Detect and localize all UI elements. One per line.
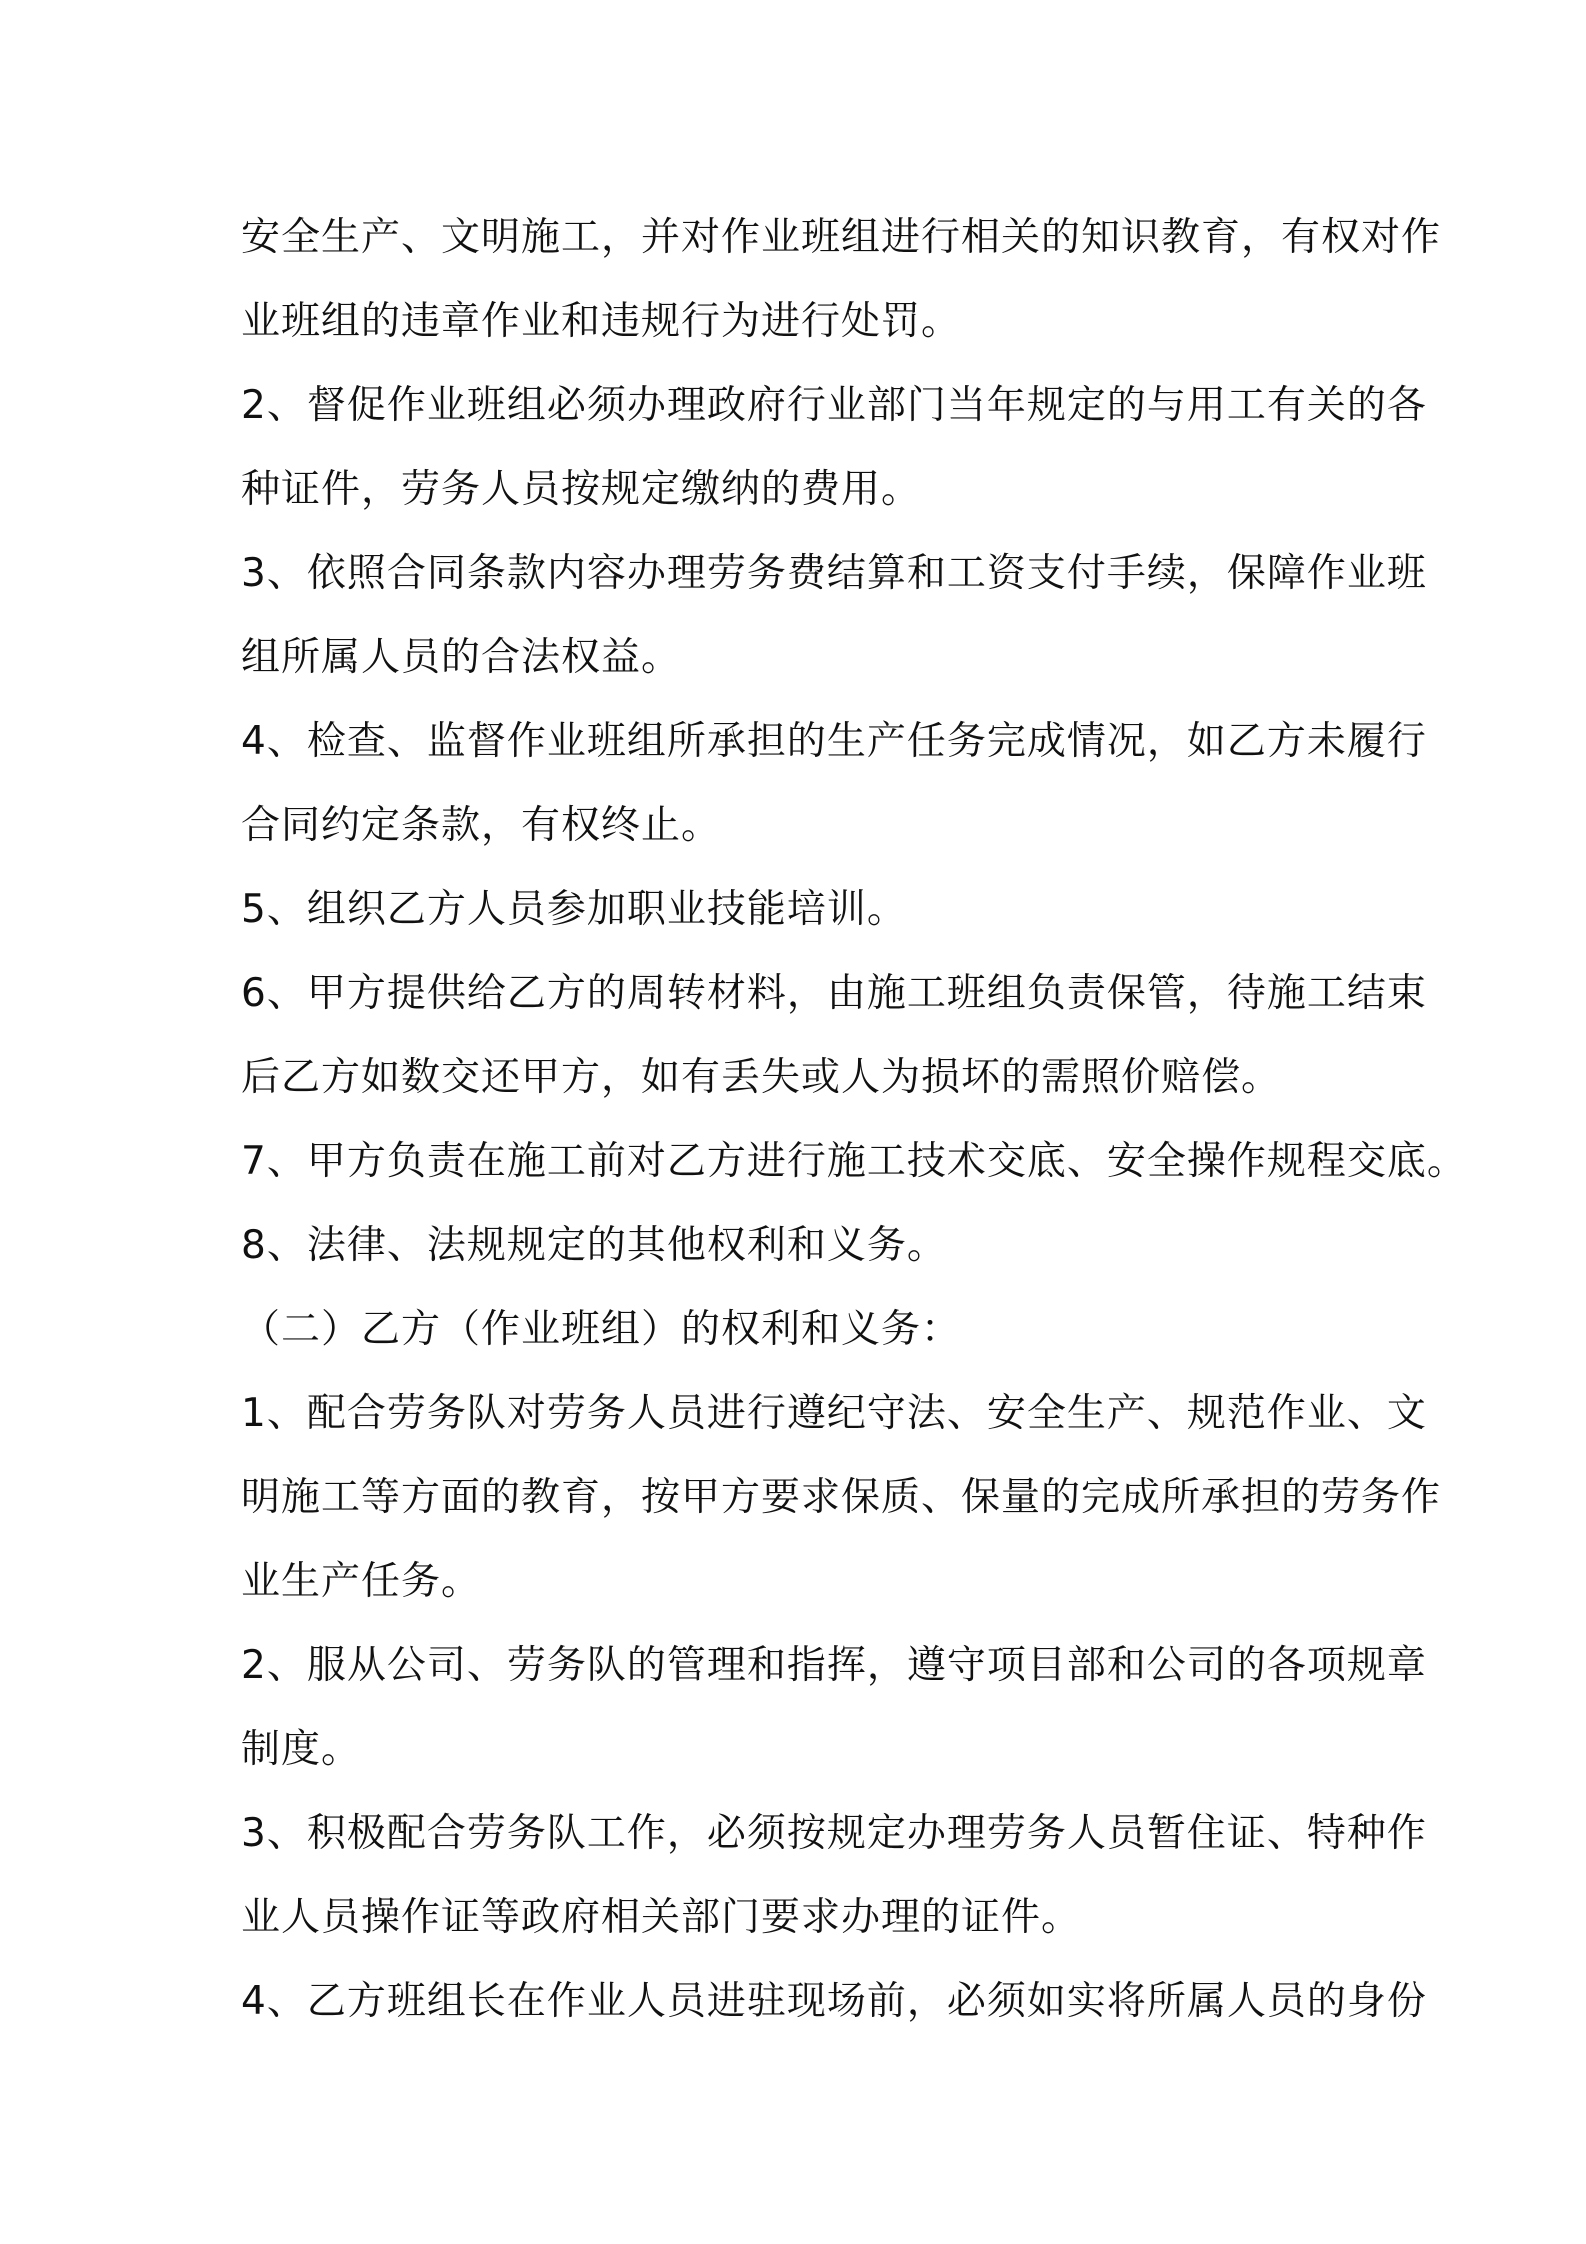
text-line: 3、积极配合劳务队工作，必须按规定办理劳务人员暂住证、特种作 <box>241 1811 1427 1856</box>
text-line: 4、乙方班组长在作业人员进驻现场前，必须如实将所属人员的身份 <box>241 1979 1427 2024</box>
text-line: 制度。 <box>241 1727 362 1772</box>
text-line: 6、甲方提供给乙方的周转材料，由施工班组负责保管，待施工结束 <box>241 971 1427 1016</box>
text-line: 业人员操作证等政府相关部门要求办理的证件。 <box>241 1895 1082 1940</box>
document-body <box>241 196 1467 2044</box>
text-line: 7、甲方负责在施工前对乙方进行施工技术交底、安全操作规程交底。 <box>241 1139 1467 1184</box>
text-line: 合同约定条款，有权终止。 <box>241 803 722 848</box>
text-line: 组所属人员的合法权益。 <box>241 635 682 680</box>
text-line: 1、配合劳务队对劳务人员进行遵纪守法、安全生产、规范作业、文 <box>241 1391 1427 1436</box>
text-line: 3、依照合同条款内容办理劳务费结算和工资支付手续，保障作业班 <box>241 551 1427 596</box>
text-line: 后乙方如数交还甲方，如有丢失或人为损坏的需照价赔偿。 <box>241 1055 1282 1100</box>
text-line: 安全生产、文明施工，并对作业班组进行相关的知识教育，有权对作 <box>241 215 1442 260</box>
text-line: 业班组的违章作业和违规行为进行处罚。 <box>241 299 962 344</box>
text-line: 5、组织乙方人员参加职业技能培训。 <box>241 887 907 932</box>
text-line: 2、服从公司、劳务队的管理和指挥，遵守项目部和公司的各项规章 <box>241 1643 1427 1688</box>
text-line: 4、检查、监督作业班组所承担的生产任务完成情况，如乙方未履行 <box>241 719 1427 764</box>
text-line: 8、法律、法规规定的其他权利和义务。 <box>241 1223 947 1268</box>
text-line: 业生产任务。 <box>241 1559 482 1604</box>
text-line: 2、督促作业班组必须办理政府行业部门当年规定的与用工有关的各 <box>241 383 1427 428</box>
text-line: 种证件，劳务人员按规定缴纳的费用。 <box>241 467 922 512</box>
section-heading: （二）乙方（作业班组）的权利和义务： <box>241 1307 962 1352</box>
text-line: 明施工等方面的教育，按甲方要求保质、保量的完成所承担的劳务作 <box>241 1475 1442 1520</box>
